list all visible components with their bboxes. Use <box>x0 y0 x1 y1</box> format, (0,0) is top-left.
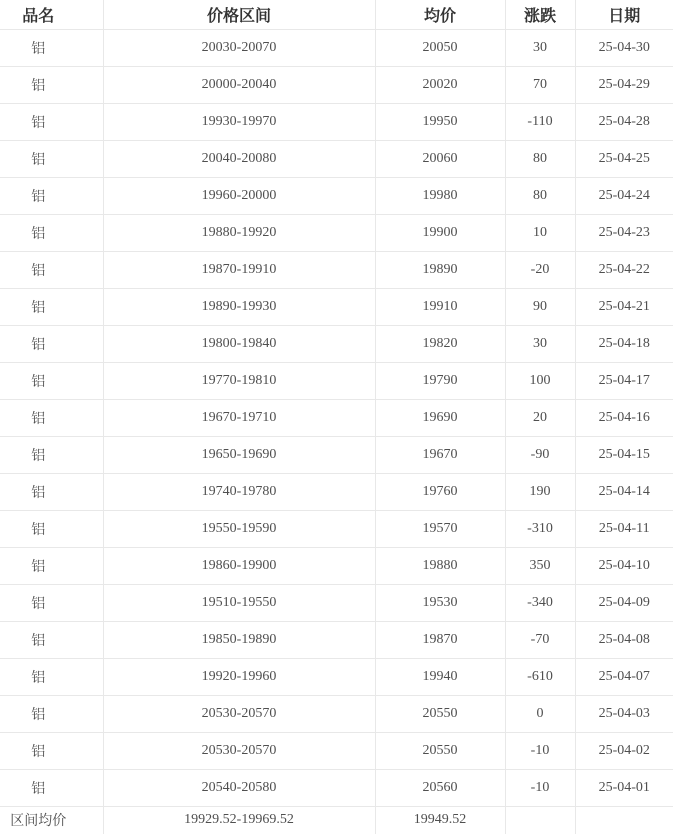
cell-average-price: 19880 <box>375 547 505 584</box>
cell-average-price: 19890 <box>375 251 505 288</box>
cell-change: -110 <box>505 103 575 140</box>
cell-date: 25-04-15 <box>575 436 673 473</box>
cell-date: 25-04-08 <box>575 621 673 658</box>
table-row <box>0 362 673 399</box>
cell-price-range: 19550-19590 <box>103 510 375 547</box>
cell-price-range: 19890-19930 <box>103 288 375 325</box>
cell-change: 10 <box>505 214 575 251</box>
cell-average-price: 19870 <box>375 621 505 658</box>
cell-average-price: 19950 <box>375 103 505 140</box>
footer-row <box>0 806 673 834</box>
cell-change: 80 <box>505 177 575 214</box>
table-footer <box>0 806 673 834</box>
cell-average-price: 19980 <box>375 177 505 214</box>
table-header <box>0 0 673 29</box>
table-row <box>0 621 673 658</box>
cell-product-name: 铝 <box>0 473 103 510</box>
cell-average-price: 20020 <box>375 66 505 103</box>
cell-date: 25-04-23 <box>575 214 673 251</box>
table-row <box>0 436 673 473</box>
table-row <box>0 29 673 66</box>
table-row <box>0 732 673 769</box>
footer-date-empty <box>575 806 673 834</box>
cell-product-name: 铝 <box>0 436 103 473</box>
cell-change: -90 <box>505 436 575 473</box>
cell-date: 25-04-30 <box>575 29 673 66</box>
cell-price-range: 19880-19920 <box>103 214 375 251</box>
cell-date: 25-04-02 <box>575 732 673 769</box>
cell-product-name: 铝 <box>0 288 103 325</box>
cell-product-name: 铝 <box>0 103 103 140</box>
header-cell-average-price: 均价 <box>375 0 505 29</box>
table-row <box>0 510 673 547</box>
cell-change: 30 <box>505 29 575 66</box>
cell-product-name: 铝 <box>0 325 103 362</box>
cell-change: 350 <box>505 547 575 584</box>
cell-average-price: 19670 <box>375 436 505 473</box>
table-row <box>0 584 673 621</box>
cell-average-price: 19820 <box>375 325 505 362</box>
cell-date: 25-04-10 <box>575 547 673 584</box>
cell-price-range: 19920-19960 <box>103 658 375 695</box>
header-cell-product-name: 品名 <box>0 0 103 29</box>
table-row <box>0 547 673 584</box>
cell-date: 25-04-14 <box>575 473 673 510</box>
cell-price-range: 19510-19550 <box>103 584 375 621</box>
footer-price-range: 19929.52-19969.52 <box>103 806 375 834</box>
table-body <box>0 29 673 806</box>
cell-date: 25-04-09 <box>575 584 673 621</box>
table-row <box>0 66 673 103</box>
cell-date: 25-04-03 <box>575 695 673 732</box>
cell-product-name: 铝 <box>0 66 103 103</box>
cell-average-price: 19570 <box>375 510 505 547</box>
cell-change: -340 <box>505 584 575 621</box>
cell-price-range: 20030-20070 <box>103 29 375 66</box>
table-row <box>0 214 673 251</box>
cell-date: 25-04-22 <box>575 251 673 288</box>
header-cell-date: 日期 <box>575 0 673 29</box>
cell-average-price: 20550 <box>375 732 505 769</box>
cell-average-price: 19690 <box>375 399 505 436</box>
cell-product-name: 铝 <box>0 695 103 732</box>
cell-change: -10 <box>505 769 575 806</box>
cell-date: 25-04-16 <box>575 399 673 436</box>
cell-price-range: 19860-19900 <box>103 547 375 584</box>
cell-date: 25-04-18 <box>575 325 673 362</box>
cell-change: 190 <box>505 473 575 510</box>
cell-product-name: 铝 <box>0 399 103 436</box>
cell-date: 25-04-28 <box>575 103 673 140</box>
cell-price-range: 20000-20040 <box>103 66 375 103</box>
table-row <box>0 695 673 732</box>
cell-average-price: 20050 <box>375 29 505 66</box>
footer-change-empty <box>505 806 575 834</box>
cell-change: 70 <box>505 66 575 103</box>
table-row <box>0 140 673 177</box>
cell-change: 0 <box>505 695 575 732</box>
table-row <box>0 103 673 140</box>
cell-change: -20 <box>505 251 575 288</box>
cell-date: 25-04-11 <box>575 510 673 547</box>
cell-product-name: 铝 <box>0 658 103 695</box>
cell-product-name: 铝 <box>0 29 103 66</box>
cell-price-range: 19650-19690 <box>103 436 375 473</box>
cell-date: 25-04-29 <box>575 66 673 103</box>
table-row <box>0 288 673 325</box>
cell-price-range: 19670-19710 <box>103 399 375 436</box>
table-row <box>0 769 673 806</box>
cell-change: 90 <box>505 288 575 325</box>
cell-change: -10 <box>505 732 575 769</box>
cell-product-name: 铝 <box>0 584 103 621</box>
cell-price-range: 19770-19810 <box>103 362 375 399</box>
cell-product-name: 铝 <box>0 547 103 584</box>
cell-price-range: 19850-19890 <box>103 621 375 658</box>
cell-average-price: 19900 <box>375 214 505 251</box>
cell-price-range: 20040-20080 <box>103 140 375 177</box>
cell-change: -310 <box>505 510 575 547</box>
cell-product-name: 铝 <box>0 214 103 251</box>
table-row <box>0 325 673 362</box>
cell-average-price: 20560 <box>375 769 505 806</box>
header-cell-change: 涨跌 <box>505 0 575 29</box>
footer-average-price: 19949.52 <box>375 806 505 834</box>
table-row <box>0 473 673 510</box>
cell-date: 25-04-01 <box>575 769 673 806</box>
cell-average-price: 19940 <box>375 658 505 695</box>
cell-date: 25-04-24 <box>575 177 673 214</box>
header-cell-price-range: 价格区间 <box>103 0 375 29</box>
cell-average-price: 19760 <box>375 473 505 510</box>
cell-date: 25-04-21 <box>575 288 673 325</box>
cell-date: 25-04-25 <box>575 140 673 177</box>
table-row <box>0 177 673 214</box>
cell-date: 25-04-07 <box>575 658 673 695</box>
table-row <box>0 658 673 695</box>
cell-change: -70 <box>505 621 575 658</box>
cell-change: -610 <box>505 658 575 695</box>
cell-price-range: 19740-19780 <box>103 473 375 510</box>
cell-price-range: 20540-20580 <box>103 769 375 806</box>
cell-price-range: 19800-19840 <box>103 325 375 362</box>
cell-price-range: 20530-20570 <box>103 732 375 769</box>
cell-product-name: 铝 <box>0 510 103 547</box>
cell-product-name: 铝 <box>0 140 103 177</box>
cell-product-name: 铝 <box>0 769 103 806</box>
cell-change: 20 <box>505 399 575 436</box>
cell-change: 80 <box>505 140 575 177</box>
cell-price-range: 20530-20570 <box>103 695 375 732</box>
header-row <box>0 0 673 29</box>
cell-product-name: 铝 <box>0 177 103 214</box>
table-row <box>0 399 673 436</box>
cell-change: 30 <box>505 325 575 362</box>
table-row <box>0 251 673 288</box>
cell-date: 25-04-17 <box>575 362 673 399</box>
footer-label: 区间均价 <box>0 806 103 834</box>
cell-average-price: 19790 <box>375 362 505 399</box>
cell-product-name: 铝 <box>0 732 103 769</box>
cell-product-name: 铝 <box>0 251 103 288</box>
cell-price-range: 19930-19970 <box>103 103 375 140</box>
cell-average-price: 19530 <box>375 584 505 621</box>
cell-average-price: 20550 <box>375 695 505 732</box>
cell-product-name: 铝 <box>0 362 103 399</box>
cell-price-range: 19960-20000 <box>103 177 375 214</box>
cell-average-price: 19910 <box>375 288 505 325</box>
cell-average-price: 20060 <box>375 140 505 177</box>
cell-product-name: 铝 <box>0 621 103 658</box>
cell-price-range: 19870-19910 <box>103 251 375 288</box>
cell-change: 100 <box>505 362 575 399</box>
